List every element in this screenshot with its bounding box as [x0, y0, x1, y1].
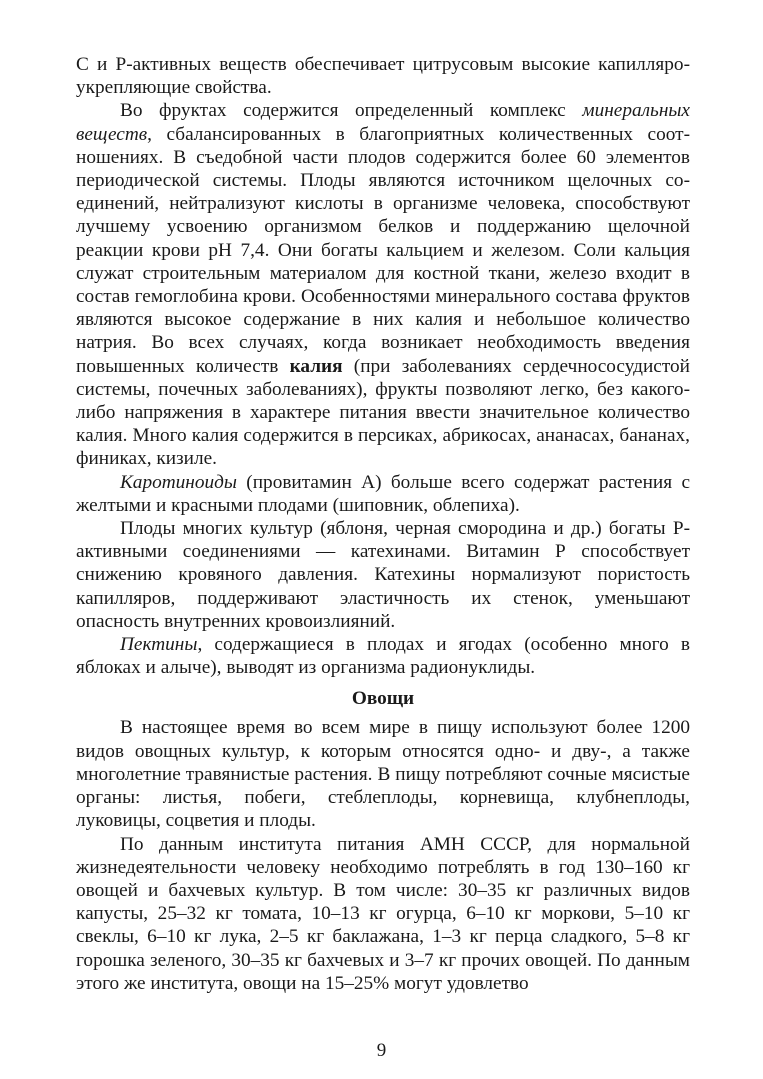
paragraph-catechins: Плоды многих культур (яблоня, черная смородина и др.) богаты Р-активными соединениями — катехинами. Витамин Р способствует снижению кровяного давления. Катехины нормализуют пористость капилляров, поддерживают эластичность их стенок, уменьшают опасность внутренних кровоизлияний.	[76, 518, 690, 632]
term-carotenoids: Каротиноиды	[120, 471, 237, 493]
term-minerals: минеральных веществ	[76, 100, 690, 145]
term-potassium: калия	[289, 355, 343, 377]
paragraph-citrus-continuation: С и Р-активных веществ обеспечивает цитрусовым высокие капилляро-укрепляющие свойства.	[76, 54, 690, 99]
paragraph-minerals: Во фруктах содержится определенный комплекс минеральных веществ, сбалансированных в благоприятных количественных соотношениях. В съедобной части плодов содержится более 60 элементов периодической системы. Плоды являются источником щелочных соединений, нейтрализуют кислоты в организме человека, способствуют лучшему усвоению организмом белков и поддержанию щелочной реакции крови pH 7,4. Они богаты кальцием и железом. Соли кальция служат строительным материалом для костной ткани, железо входит в состав гемоглобина крови. Особенностями минерального состава фруктов являются высокое содержание в них калия и небольшое количество натрия. Во всех случаях, когда возникает необходимость введения повышенных количеств калия (при заболеваниях сердечнососудистой системы, почечных заболеваниях), фрукты позволяют легко, без какого-либо напряжения в характере питания ввести значительное количество калия. Много калия содержится в персиках, абрикосах, ананасах, бананах, финиках, кизиле.	[76, 100, 690, 470]
paragraph-vegetable-species: В настоящее время во всем мире в пищу используют более 1200 видов овощных культур, к которым относятся одно- и дву-, а также многолетние травянистые растения. В пищу потребляют сочные мясистые органы: листья, побеги, стеблеплоды, корневища, клубнеплоды, луковицы, соцветия и плоды.	[76, 717, 690, 832]
paragraph-pectins: Пектины, содержащиеся в плодах и ягодах (особенно много в яблоках и алыче), выводят из организма радионуклиды.	[76, 634, 690, 679]
paragraph-consumption-norms: По данным института питания АМН СССР, для нормальной жизнедеятельности человеку необходимо потреблять в год 130–160 кг овощей и бахчевых культур. В том числе: 30–35 кг различных видов капусты, 25–32 кг томата, 10–13 кг огурца, 6–10 кг моркови, 5–10 кг свеклы, 6–10 кг лука, 2–5 кг баклажана, 1–3 кг перца сладкого, 5–8 кг горошка зеленого, 30–35 кг бахчевых и 3–7 кг прочих овощей. По данным этого же института, овощи на 15–25% могут удовлетво	[76, 833, 690, 994]
paragraph-carotenoids: Каротиноиды (провитамин А) больше всего содержат растения с желтыми и красными плодами (шиповник, облепиха).	[76, 471, 690, 516]
section-heading-vegetables: Овощи	[351, 688, 415, 710]
page-number: 9	[376, 1040, 387, 1061]
body-text	[76, 53, 690, 995]
term-pectins: Пектины	[120, 634, 198, 656]
